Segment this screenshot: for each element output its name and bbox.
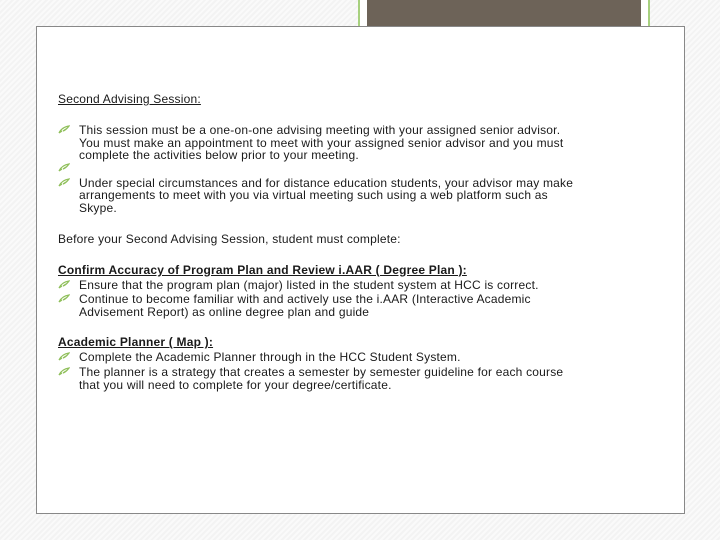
list-item <box>58 177 578 215</box>
list-item <box>58 351 578 364</box>
list-item-text: Complete the Academic Planner through in the HCC Student System. <box>79 350 461 365</box>
list-item-text: Under special circumstances and for distance education students, your advisor may make arrangements to meet with you via virtual meeting such using a web platform such as Skype. <box>79 175 574 215</box>
list-item <box>58 293 578 318</box>
leaf-bullet-icon <box>58 125 70 135</box>
leaf-bullet-icon <box>58 294 70 304</box>
leaf-bullet-icon <box>58 352 70 362</box>
section-heading-program-plan: Confirm Accuracy of Program Plan and Review i.AAR ( Degree Plan ): <box>58 262 467 277</box>
section1-list <box>58 124 578 215</box>
intro-text: Before your Second Advising Session, student must complete: <box>58 231 401 246</box>
list-item <box>58 366 578 391</box>
list-item-text: This session must be a one-on-one advising meeting with your assigned senior advisor. You must make an appointment to meet with your assigned senior advisor and you must complete the activities below prior to your meeting. <box>79 123 564 163</box>
leaf-bullet-icon <box>58 367 70 377</box>
leaf-bullet-icon <box>58 163 70 173</box>
leaf-bullet-icon <box>58 280 70 290</box>
leaf-bullet-icon <box>58 178 70 188</box>
list-item-text: The planner is a strategy that creates a semester by semester guideline for each course that you will need to complete for your degree/certificate. <box>79 364 564 392</box>
list-item <box>58 279 578 292</box>
list-item-text: Ensure that the program plan (major) listed in the student system at HCC is correct. <box>79 277 539 292</box>
list-item <box>58 124 578 162</box>
section-heading-academic-planner: Academic Planner ( Map ): <box>58 335 214 350</box>
section2-list <box>58 279 578 319</box>
list-item-text: Continue to become familiar with and actively use the i.AAR (Interactive Academic Advisement Report) as online degree plan and guide <box>79 292 531 319</box>
list-item <box>58 162 578 177</box>
section3-list <box>58 351 578 391</box>
section-heading-second-advising: Second Advising Session: <box>58 92 201 106</box>
slide-content <box>58 66 578 391</box>
